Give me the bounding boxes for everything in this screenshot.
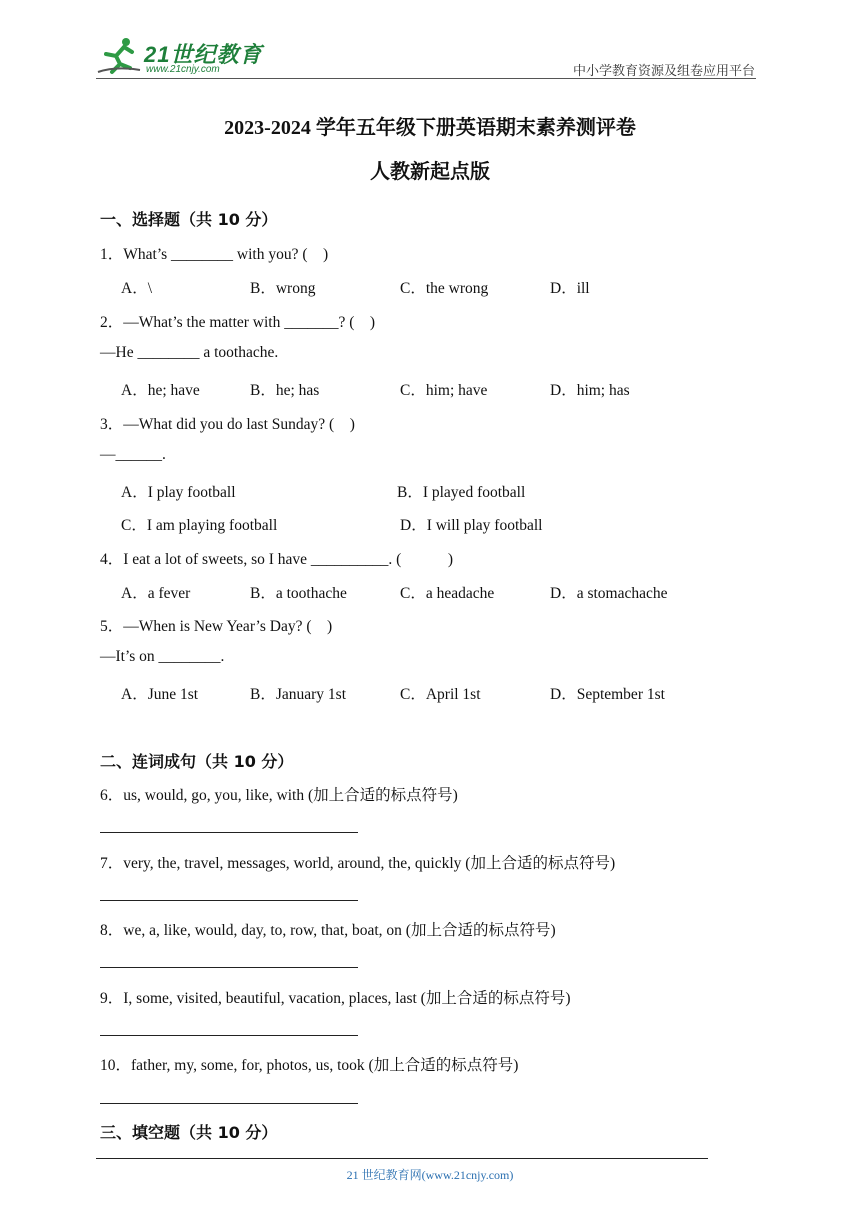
option-d: D．him; has [550, 382, 630, 399]
question-stem: 7．very, the, travel, messages, world, around, the, quickly (加上合适的标点符号) [100, 855, 616, 872]
question-line: —He ________ a toothache. [100, 344, 279, 361]
option-c: C．the wrong [400, 280, 489, 297]
question-stem: 8．we, a, like, would, day, to, row, that, boat, on (加上合适的标点符号) [100, 922, 556, 939]
footer-link[interactable]: 21 世纪教育网(www.21cnjy.com) [346, 1168, 514, 1182]
question-stem: 4．I eat a lot of sweets, so I have __________. ( ) [100, 551, 453, 568]
question-stem: 5．—When is New Year’s Day? ( ) [100, 618, 333, 635]
option-b: B．January 1st [250, 686, 347, 703]
option-b: B．he; has [250, 382, 320, 399]
option-c: C．a headache [400, 585, 495, 602]
option-b: B．wrong [250, 280, 316, 297]
section-heading-fill: 三、填空题（共 10 分） [100, 1123, 278, 1142]
question-stem: 1．What’s ________ with you? ( ) [100, 246, 329, 263]
option-b: B．a toothache [250, 585, 347, 602]
page-title: 2023-2024 学年五年级下册英语期末素养测评卷 [224, 117, 636, 139]
option-d: D．a stomachache [550, 585, 668, 602]
page-subtitle: 人教新起点版 [370, 161, 490, 183]
option-c: C．April 1st [400, 686, 481, 703]
header-platform-text: 中小学教育资源及组卷应用平台 [572, 64, 755, 79]
option-d: D．September 1st [550, 686, 665, 703]
question-stem: 10．father, my, some, for, photos, us, took (加上合适的标点符号) [100, 1057, 519, 1074]
logo-text: 21世纪教育 [144, 42, 263, 67]
runner-icon [96, 36, 142, 76]
option-c: C．him; have [400, 382, 488, 399]
section-heading-choice: 一、选择题（共 10 分） [100, 210, 278, 229]
footer-divider [96, 1158, 708, 1159]
option-c: C．I am playing football [121, 517, 278, 534]
site-logo [96, 36, 266, 76]
question-stem: 6．us, would, go, you, like, with (加上合适的标点符号) [100, 787, 458, 804]
answer-line[interactable] [100, 1103, 358, 1104]
option-a: A．June 1st [121, 686, 199, 703]
option-b: B．I played football [397, 484, 526, 501]
answer-line[interactable] [100, 900, 358, 901]
option-a: A．\ [121, 280, 153, 297]
question-stem: 3．—What did you do last Sunday? ( ) [100, 416, 355, 433]
option-a: A．I play football [121, 484, 236, 501]
question-line: —______. [100, 446, 166, 463]
option-d: D．I will play football [400, 517, 543, 534]
section-heading-sentences: 二、连词成句（共 10 分） [100, 752, 294, 771]
answer-line[interactable] [100, 1035, 358, 1036]
answer-line[interactable] [100, 967, 358, 968]
question-stem: 2．—What’s the matter with _______? ( ) [100, 314, 376, 331]
option-a: A．a fever [121, 585, 191, 602]
header-divider [96, 78, 756, 79]
option-d: D．ill [550, 280, 590, 297]
question-stem: 9．I, some, visited, beautiful, vacation, places, last (加上合适的标点符号) [100, 990, 571, 1007]
option-a: A．he; have [121, 382, 200, 399]
question-line: —It’s on ________. [100, 648, 225, 665]
answer-line[interactable] [100, 832, 358, 833]
logo-url: www.21cnjy.com [146, 64, 220, 75]
